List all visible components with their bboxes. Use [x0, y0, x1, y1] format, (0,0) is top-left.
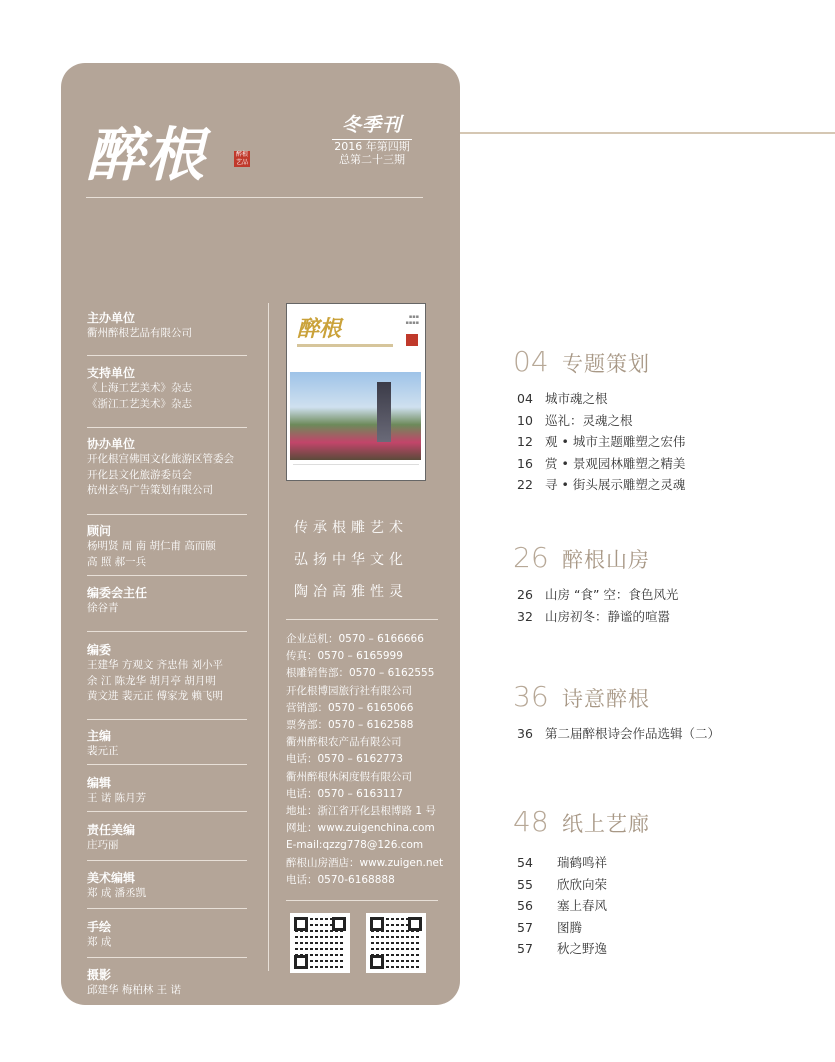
column-divider [268, 303, 269, 971]
qr-code-icon [366, 913, 426, 973]
credit-title: 协办单位 [87, 437, 136, 451]
toc-entry[interactable]: 12 观 • 城市主题雕塑之宏伟 [517, 434, 686, 449]
credit-block [87, 365, 247, 428]
toc-section [513, 345, 685, 496]
magazine-logo: 醉根 [86, 121, 207, 189]
contact-line: 网址：www.zuigenchina.com [286, 822, 435, 835]
contact-line: 票务部：0570 – 6162588 [286, 719, 414, 732]
section-title: 专题策划 [562, 352, 650, 376]
cover-seal [406, 334, 418, 346]
contact-line: 衢州醉根休闲度假有限公司 [286, 770, 412, 783]
contact-line: 根雕销售部：0570 – 6162555 [286, 667, 435, 680]
cover-tower-graphic [377, 382, 391, 442]
contact-line: 开化根博园旅行社有限公司 [286, 684, 412, 697]
slogan-line: 陶冶高雅性灵 [294, 584, 408, 600]
contact-line: 传真：0570 – 6165999 [286, 650, 403, 663]
credit-line: 徐谷青 [87, 602, 119, 614]
contact-line: 电话：0570 – 6162773 [286, 753, 403, 766]
contact-line: 地址：浙江省开化县根博路 1 号 [286, 805, 436, 818]
header-divider [86, 197, 423, 198]
cover-thumbnail [286, 303, 426, 481]
issue-info [332, 110, 412, 166]
contacts-divider [286, 619, 438, 620]
credit-line: 《浙江工艺美术》杂志 [87, 397, 192, 410]
slogan-line: 传承根雕艺术 [294, 520, 408, 536]
credit-block [87, 436, 247, 515]
credit-line: 开化县文化旅游委员会 [87, 468, 192, 481]
credit-title: 主办单位 [87, 311, 136, 325]
toc-entry[interactable]: 57 图腾 [517, 919, 583, 935]
credit-title: 责任美编 [87, 823, 136, 837]
section-page-number: 04 [513, 345, 549, 378]
toc-entry[interactable]: 57 秋之野逸 [517, 941, 608, 956]
credit-line: 衢州醉根艺品有限公司 [87, 327, 192, 339]
toc-entry[interactable]: 54 瑞鹤鸣祥 [517, 855, 608, 870]
credit-title: 编委 [87, 643, 112, 657]
toc-entry[interactable]: 32 山房初冬：静谧的喧嚣 [517, 608, 671, 624]
credit-line: 开化根宫佛国文化旅游区管委会 [87, 453, 234, 465]
section-page-number: 48 [513, 805, 549, 838]
toc-section [513, 541, 678, 627]
toc-entry[interactable]: 26 山房 “食” 空：食色风光 [517, 587, 679, 602]
credit-block [87, 728, 247, 765]
credit-title: 支持单位 [87, 366, 136, 380]
section-title: 诗意醉根 [562, 687, 650, 711]
credit-line: 王建华 方观文 齐忠伟 刘小平 [87, 659, 224, 671]
section-page-number: 36 [513, 680, 549, 713]
contact-line: 醉根山房酒店：www.zuigen.net [286, 856, 444, 869]
contact-list [286, 631, 443, 889]
credit-line: 裴元正 [87, 745, 119, 757]
contact-line: 衢州醉根农产品有限公司 [286, 736, 402, 749]
section-page-number: 26 [513, 541, 549, 574]
toc-entry[interactable]: 16 赏 • 景观园林雕塑之精美 [517, 455, 686, 471]
contact-line: 营销部：0570 – 6165066 [286, 701, 414, 714]
credit-line: 杭州玄鸟广告策划有限公司 [87, 484, 213, 496]
credit-title: 美术编辑 [87, 871, 136, 885]
toc-entry[interactable]: 55 欣欣向荣 [517, 876, 608, 892]
section-title: 纸上艺廊 [562, 812, 650, 836]
cover-tag-graphic: ▪▪▪ ▪▪▪▪ [405, 314, 419, 326]
credit-block [87, 642, 247, 720]
logo-seal: 醉根艺品 [235, 151, 248, 166]
credit-title: 手绘 [87, 920, 112, 934]
contact-line: 电话：0570 – 6163117 [286, 787, 403, 800]
credit-title: 主编 [87, 729, 112, 743]
credit-block [87, 775, 247, 812]
toc-section [513, 680, 720, 745]
credits-list [87, 310, 247, 1003]
season-label: 冬季刊 [332, 110, 412, 140]
credit-line: 邱建华 梅柏林 王 诺 [87, 984, 182, 996]
toc-entry[interactable]: 36 第二届醉根诗会作品选辑（二） [517, 726, 721, 741]
qr-code-icon [290, 913, 350, 973]
credit-line: 《上海工艺美术》杂志 [87, 382, 192, 394]
credit-line: 黄文进 裴元正 傅家龙 赖飞明 [87, 690, 224, 702]
toc-section [513, 805, 650, 960]
toc-entry[interactable]: 22 寻 • 街头展示雕塑之灵魂 [517, 477, 686, 492]
credit-title: 编委会主任 [87, 586, 148, 600]
toc-entry[interactable]: 56 塞上春风 [517, 898, 608, 913]
slogans [294, 512, 408, 608]
issue-number: 2016 年第四期 [334, 140, 410, 153]
slogan-line: 弘扬中华文化 [294, 552, 408, 568]
credit-block [87, 967, 247, 1003]
credit-line: 高 照 郝一兵 [87, 555, 147, 568]
credit-block [87, 822, 247, 861]
credit-title: 编辑 [87, 776, 112, 790]
credit-line: 庄巧丽 [87, 839, 119, 851]
credit-line: 杨明贤 周 南 胡仁甫 高而颐 [87, 540, 216, 552]
qr-divider [286, 900, 438, 901]
cover-footer-strip [293, 464, 419, 477]
credit-title: 摄影 [87, 968, 112, 982]
contact-line: 电话：0570-6168888 [286, 873, 395, 886]
credit-block [87, 870, 247, 909]
header-rule-right [460, 132, 835, 134]
credit-line: 郑 成 潘丞凯 [87, 887, 147, 899]
credit-block [87, 523, 247, 576]
credit-block [87, 585, 247, 632]
contact-line: E-mail:qzzg778@126.com [286, 839, 424, 852]
cover-photo [290, 372, 421, 460]
total-issue-number: 总第二十三期 [339, 153, 405, 166]
contact-line: 企业总机：0570 – 6166666 [286, 633, 424, 645]
credit-line: 郑 成 [87, 936, 112, 948]
toc-entry[interactable]: 10 巡礼：灵魂之根 [517, 412, 633, 428]
credit-title: 顾问 [87, 524, 112, 538]
cover-logo: 醉根 [297, 316, 342, 342]
section-title: 醉根山房 [562, 548, 650, 572]
cover-strip [297, 344, 393, 347]
credit-line: 王 诺 陈月芳 [87, 792, 147, 804]
toc-entry[interactable]: 04 城市魂之根 [517, 391, 608, 406]
credit-block [87, 310, 247, 356]
credit-line: 余 江 陈龙华 胡月亭 胡月明 [87, 674, 216, 687]
credit-block [87, 919, 247, 958]
